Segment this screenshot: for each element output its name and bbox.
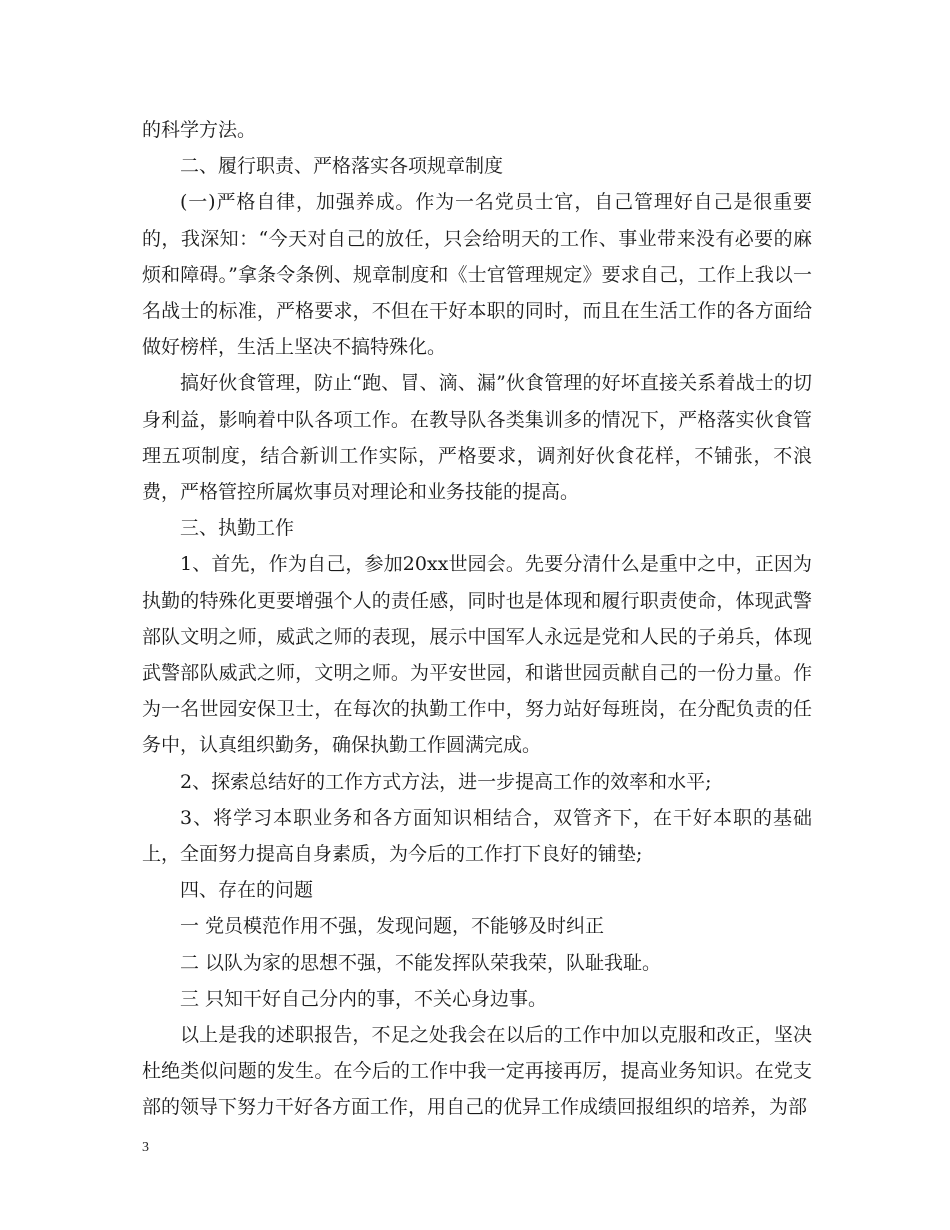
section-heading-3: 三、执勤工作 xyxy=(180,517,295,540)
paragraph-self-discipline: (一)严格自律，加强养成。作为一名党员士官，自己管理好自己是很重要的，我深知：“今天对自己的放任，只会给明天的工作、事业带来没有必要的麻烦和障碍。”拿条令条例、规章制度和《士官管理规定》要求自己，工作上我以一名战士的标准，严格要求，不但在干好本职的同时，而且在生活工作的各方面给做好榜样，生活上坚决不搞特殊化。 xyxy=(142,191,812,359)
paragraph-duty-2: 2、探索总结好的工作方式方法，进一步提高工作的效率和水平; xyxy=(180,770,712,793)
problem-item-1: 一 党员模范作用不强，发现问题，不能够及时纠正 xyxy=(180,915,605,938)
problem-item-2: 二 以队为家的思想不强，不能发挥队荣我荣，队耻我耻。 xyxy=(180,951,662,974)
paragraph-duty-1: 1、首先，作为自己，参加20xx世园会。先要分清什么是重中之中，正因为执勤的特殊化更要增强个人的责任感，同时也是体现和履行职责使命，体现武警部队文明之师，威武之师的表现，展示中国军人永远是党和人民的子弟兵，体现武警部队威武之师，文明之师。为平安世园，和谐世园贡献自己的一份力量。作为一名世园安保卫士，在每次的执勤工作中，努力站好每班岗，在分配负责的任务中，认真组织勤务，确保执勤工作圆满完成。 xyxy=(142,553,812,757)
problem-item-3: 三 只知干好自己分内的事，不关心身边事。 xyxy=(180,987,548,1010)
paragraph-duty-3: 3、将学习本职业务和各方面知识相结合，双管齐下，在干好本职的基础上，全面努力提高自身素质，为今后的工作打下良好的铺垫; xyxy=(142,806,812,866)
paragraph-continuation: 的科学方法。 xyxy=(142,119,257,141)
page-number: 3 xyxy=(142,1140,149,1155)
section-heading-4: 四、存在的问题 xyxy=(180,879,314,902)
document-body xyxy=(142,112,812,1126)
section-heading-2: 二、履行职责、严格落实各项规章制度 xyxy=(180,155,504,178)
paragraph-mess-management: 搞好伙食管理，防止“跑、冒、滴、漏”伙食管理的好坏直接关系着战士的切身利益，影响着中队各项工作。在教导队各类集训多的情况下，严格落实伙食管理五项制度，结合新训工作实际，严格要求，调剂好伙食花样，不铺张，不浪费，严格管控所属炊事员对理论和业务技能的提高。 xyxy=(142,372,812,504)
paragraph-conclusion: 以上是我的述职报告，不足之处我会在以后的工作中加以克服和改正，坚决杜绝类似问题的发生。在今后的工作中我一定再接再厉，提高业务知识。在党支部的领导下努力干好各方面工作，用自己的优异工作成绩回报组织的培养，为部 xyxy=(142,1024,812,1119)
